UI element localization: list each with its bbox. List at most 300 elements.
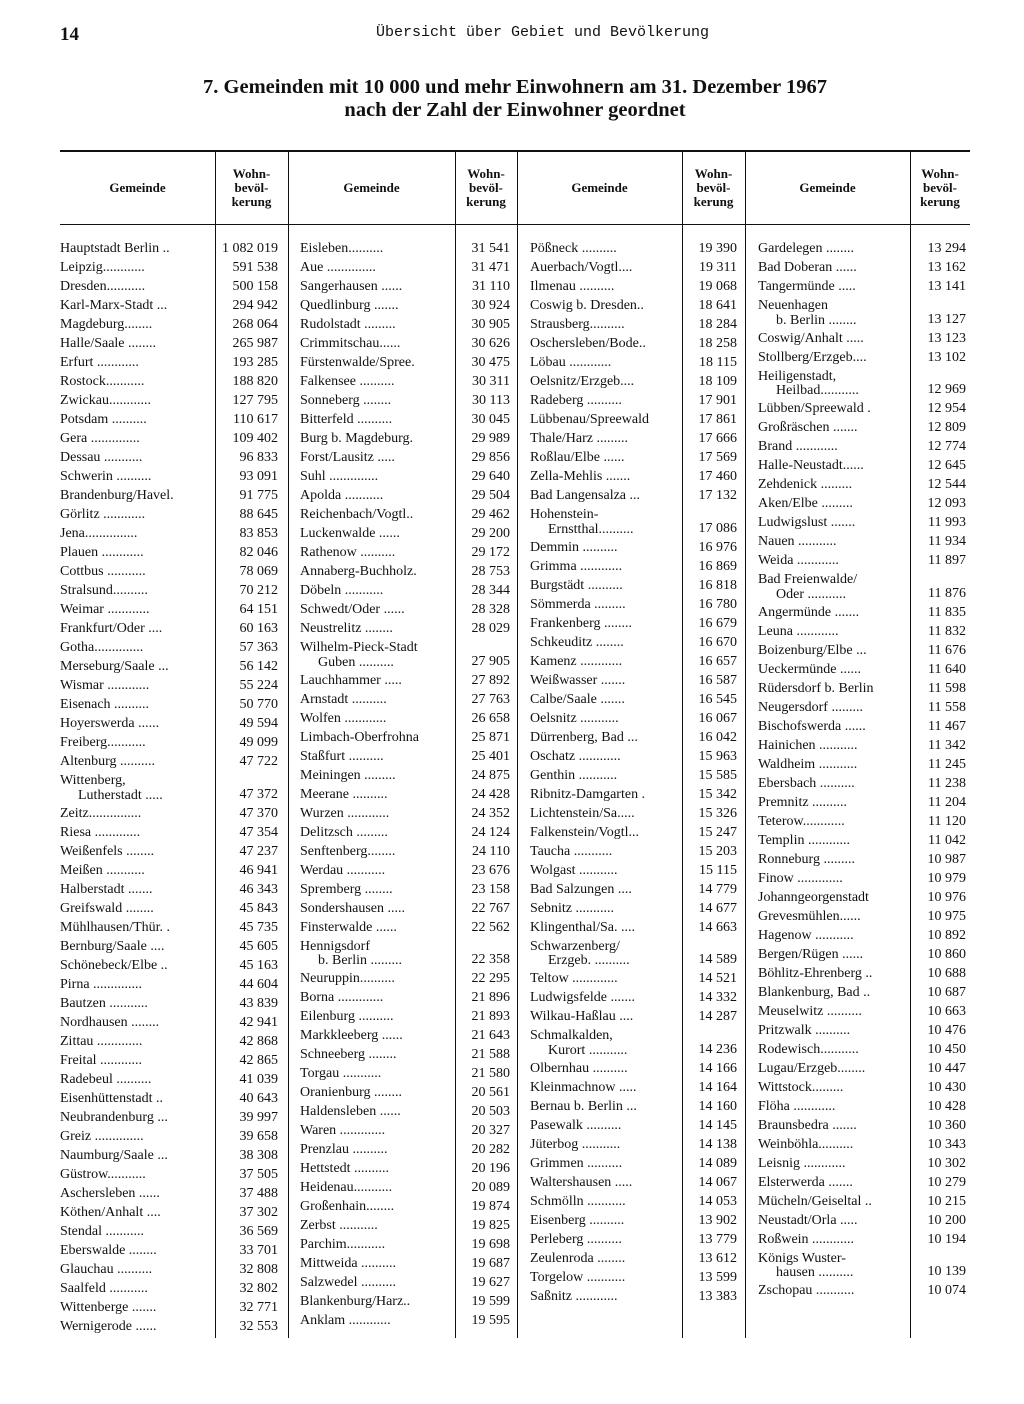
- municipality-name: Delitzsch .........: [300, 825, 388, 840]
- municipality-name: Aschersleben ......: [60, 1186, 160, 1201]
- municipality-name: Oschatz ............: [530, 749, 621, 764]
- table-row: [60, 965, 970, 984]
- municipality-name: Hoyerswerda ......: [60, 717, 160, 731]
- population-value: 11 042: [928, 832, 966, 848]
- municipality-name: Bitterfeld ..........: [300, 413, 393, 427]
- municipality-name: Finow .............: [758, 871, 843, 886]
- municipality-name: Ebersbach ..........: [758, 776, 855, 791]
- table-row: [60, 495, 970, 514]
- population-value: 29 504: [471, 488, 510, 503]
- population-value: 64 151: [239, 602, 278, 617]
- municipality-name: Boizenburg/Elbe ...: [758, 643, 867, 658]
- municipality-name: Ilmenau ..........: [530, 280, 615, 294]
- population-value: 16 657: [698, 653, 737, 669]
- municipality-name: Rathenow ..........: [300, 546, 396, 560]
- population-value: 22 767: [471, 900, 510, 916]
- municipality-name: Staßfurt ..........: [300, 749, 384, 764]
- municipality-name: Coswig b. Dresden..: [530, 299, 644, 313]
- header-gemeinde: Gemeinde: [571, 180, 628, 195]
- header-wohnbevoelkerung-part: bevöl-: [923, 180, 957, 195]
- population-value: 12 645: [927, 458, 966, 473]
- population-value: 20 089: [471, 1180, 510, 1195]
- table-row: [60, 1231, 970, 1250]
- table-row: [60, 984, 970, 1003]
- municipality-name: Schneeberg ........: [300, 1048, 397, 1062]
- population-value: 14 164: [698, 1079, 737, 1095]
- municipality-name: Weida ............: [758, 554, 839, 568]
- table-row: [60, 680, 970, 699]
- municipality-name: Braunsbedra .......: [758, 1118, 857, 1133]
- page-number: 14: [60, 24, 79, 45]
- municipality-name-line1: Schmalkalden,: [530, 1029, 613, 1043]
- municipality-name: Ronneburg .........: [758, 852, 855, 867]
- table-row: [60, 438, 970, 457]
- municipality-name: Ludwigsfelde .......: [530, 991, 635, 1005]
- municipality-name: Rodewisch...........: [758, 1042, 859, 1057]
- table-row: [60, 832, 970, 851]
- municipality-name: Brand ............: [758, 440, 838, 454]
- municipality-name: Coswig/Anhalt .....: [758, 331, 864, 346]
- population-value: 19 627: [471, 1275, 510, 1290]
- municipality-name: Sonneberg ........: [300, 394, 392, 408]
- municipality-name: Bischofswerda ......: [758, 719, 866, 734]
- population-value: 14 138: [698, 1136, 737, 1152]
- municipality-name: Wernigerode ......: [60, 1319, 157, 1334]
- table-row: [60, 889, 970, 908]
- population-value: 83 853: [239, 526, 278, 541]
- municipality-name: Bautzen ...........: [60, 996, 148, 1011]
- population-value: 21 643: [471, 1028, 510, 1043]
- population-value: 30 045: [471, 412, 510, 427]
- municipality-name: Finsterwalde ......: [300, 920, 397, 935]
- municipality-name: Salzwedel ..........: [300, 1276, 397, 1290]
- population-value: 21 893: [471, 1009, 510, 1024]
- table-row: [60, 457, 970, 476]
- population-value: 27 892: [471, 672, 510, 688]
- population-value: 27 763: [471, 691, 510, 707]
- population-value: 45 605: [239, 938, 278, 954]
- population-value: 17 086: [698, 520, 737, 536]
- population-value: 14 677: [698, 900, 737, 916]
- population-value: 10 194: [927, 1231, 966, 1247]
- population-value: 14 521: [698, 971, 737, 986]
- population-value: 30 626: [471, 336, 510, 351]
- header-wohnbevoelkerung: [682, 152, 745, 224]
- municipality-name: Großräschen .......: [758, 421, 858, 435]
- population-value: 17 460: [698, 469, 737, 484]
- population-value: 12 774: [927, 439, 966, 454]
- municipality-name: Stollberg/Erzgeb....: [758, 350, 867, 365]
- population-value: 37 488: [239, 1185, 278, 1201]
- table-row: [60, 870, 970, 889]
- municipality-name: Jena...............: [60, 527, 138, 541]
- header-wohnbevoelkerung: [910, 152, 970, 224]
- population-value: 19 825: [471, 1218, 510, 1233]
- population-value: 15 203: [698, 843, 737, 859]
- municipality-name: Halle-Neustadt......: [758, 459, 864, 473]
- table-row: [60, 642, 970, 661]
- municipality-name: Weißenfels ........: [60, 844, 155, 859]
- municipality-name: Neubrandenburg ...: [60, 1110, 168, 1125]
- population-value: 42 941: [239, 1014, 278, 1030]
- population-value: 37 302: [239, 1204, 278, 1220]
- population-value: 38 308: [239, 1147, 278, 1163]
- population-value: 10 450: [927, 1041, 966, 1057]
- population-value: 12 093: [927, 496, 966, 511]
- municipality-name: Haldensleben ......: [300, 1105, 401, 1119]
- municipality-name: Premnitz ..........: [758, 795, 848, 810]
- municipality-name: Teltow .............: [530, 972, 618, 986]
- municipality-name-line2: Kurort ...........: [548, 1042, 628, 1058]
- municipality-name: Hainichen ...........: [758, 738, 858, 753]
- population-value: 16 679: [698, 615, 737, 631]
- table-row: [60, 1155, 970, 1174]
- population-value: 28 753: [471, 564, 510, 579]
- municipality-name: Leipzig............: [60, 261, 145, 275]
- table-row: [60, 813, 970, 832]
- municipality-name: Mücheln/Geiseltal ..: [758, 1194, 872, 1209]
- municipality-name: Demmin ..........: [530, 540, 618, 555]
- municipality-name: Radeberg ..........: [530, 394, 622, 408]
- population-value: 21 580: [471, 1066, 510, 1081]
- municipality-name: Leuna ............: [758, 624, 839, 639]
- population-value: 10 430: [927, 1079, 966, 1095]
- municipality-name: Luckenwalde ......: [300, 527, 400, 541]
- population-value: 32 808: [239, 1261, 278, 1277]
- population-value: 15 115: [699, 862, 737, 878]
- population-value: 16 670: [698, 634, 737, 650]
- municipality-name-line1: Heiligenstadt,: [758, 369, 837, 384]
- table-row: [60, 1250, 970, 1282]
- population-value: 11 245: [928, 756, 966, 772]
- municipality-name: Blankenburg, Bad ..: [758, 985, 871, 1000]
- table-row: [60, 297, 970, 329]
- municipality-name: Bad Doberan ......: [758, 261, 857, 275]
- municipality-name: Crimmitschau......: [300, 337, 401, 351]
- population-value: 29 462: [471, 507, 510, 522]
- population-value: 29 640: [471, 469, 510, 484]
- table-row: [60, 552, 970, 571]
- population-value: 11 876: [928, 585, 966, 601]
- header-wohnbevoelkerung: [215, 152, 288, 224]
- population-value: 24 110: [472, 843, 510, 859]
- population-value: 19 698: [471, 1237, 510, 1252]
- municipality-name: Meißen ...........: [60, 863, 145, 878]
- municipality-name: Prenzlau ..........: [300, 1143, 388, 1157]
- table-row: [60, 1041, 970, 1060]
- municipality-name: Auerbach/Vogtl....: [530, 261, 633, 275]
- population-value: 47 722: [239, 754, 278, 769]
- municipality-name: Oranienburg ........: [300, 1086, 402, 1100]
- municipality-name: Köthen/Anhalt ....: [60, 1205, 161, 1220]
- municipality-name: Eilenburg ..........: [300, 1010, 394, 1024]
- municipality-name-line2: Heilbad...........: [776, 383, 859, 398]
- population-value: 12 969: [927, 382, 966, 397]
- municipality-name: Zittau .............: [60, 1034, 143, 1049]
- municipality-name: Wittstock.........: [758, 1080, 844, 1095]
- population-value: 591 538: [232, 260, 278, 275]
- municipality-name: Sondershausen .....: [300, 901, 405, 916]
- population-value: 16 780: [698, 596, 737, 612]
- population-value: 82 046: [239, 545, 278, 560]
- municipality-name-line1: Bad Freienwalde/: [758, 573, 858, 587]
- municipality-name: Spremberg ........: [300, 882, 393, 897]
- population-value: 50 770: [239, 697, 278, 712]
- municipality-name: Wurzen ............: [300, 806, 390, 821]
- population-value: 13 294: [927, 241, 966, 256]
- population-value: 17 132: [698, 488, 737, 503]
- population-value: 10 215: [927, 1193, 966, 1209]
- municipality-name: Greifswald ........: [60, 901, 154, 916]
- population-value: 93 091: [239, 469, 278, 484]
- population-value: 78 069: [239, 564, 278, 579]
- table-row: [60, 571, 970, 603]
- table-row: [60, 349, 970, 368]
- municipality-name-line1: Königs Wuster-: [758, 1251, 846, 1266]
- population-value: 110 617: [233, 412, 278, 427]
- population-value: 29 172: [471, 545, 510, 560]
- municipality-name: Ludwigslust .......: [758, 516, 856, 530]
- municipality-name: Bergen/Rügen ......: [758, 947, 864, 962]
- municipality-name-line2: hausen ..........: [776, 1265, 854, 1280]
- table-row: [60, 330, 970, 349]
- population-value: 10 975: [927, 908, 966, 924]
- population-value: 12 809: [927, 420, 966, 435]
- population-value: 10 343: [927, 1136, 966, 1152]
- population-value: 13 123: [927, 330, 966, 346]
- population-value: 11 467: [928, 718, 966, 734]
- municipality-name: Forst/Lausitz .....: [300, 451, 395, 465]
- population-value: 32 553: [239, 1318, 278, 1334]
- population-value: 22 358: [471, 952, 510, 967]
- municipality-name: Limbach-Oberfrohna: [300, 730, 419, 745]
- municipality-name: Halle/Saale ........: [60, 337, 157, 351]
- population-value: 10 688: [927, 965, 966, 981]
- table-row: [60, 514, 970, 533]
- municipality-name: Rudolstadt .........: [300, 318, 396, 332]
- municipality-name: Senftenberg........: [300, 844, 396, 859]
- municipality-name: Ribnitz-Damgarten .: [530, 787, 646, 802]
- population-value: 265 987: [232, 336, 278, 351]
- municipality-name: Apolda ...........: [300, 489, 384, 503]
- population-value: 45 163: [239, 957, 278, 973]
- municipality-name: Dresden...........: [60, 280, 146, 294]
- municipality-name: Wolfen ............: [300, 711, 387, 726]
- table-row: [60, 1193, 970, 1212]
- table-row: [60, 1312, 970, 1331]
- population-value: 26 658: [471, 710, 510, 726]
- population-value: 10 687: [927, 984, 966, 1000]
- population-value: 31 110: [472, 279, 510, 294]
- municipality-name: Gardelegen ........: [758, 242, 855, 256]
- population-value: 30 113: [472, 393, 510, 408]
- population-value: 11 120: [928, 813, 966, 829]
- header-wohnbevoelkerung-part: kerung: [231, 194, 272, 209]
- table-row: [60, 1022, 970, 1041]
- municipality-name: Merseburg/Saale ...: [60, 660, 169, 674]
- population-value: 18 115: [699, 355, 737, 370]
- municipality-name: Döbeln ...........: [300, 584, 384, 598]
- population-value: 16 042: [698, 729, 737, 745]
- population-value: 11 342: [928, 737, 966, 753]
- municipality-name: Oschersleben/Bode..: [530, 337, 646, 351]
- population-value: 10 976: [927, 889, 966, 905]
- population-value: 10 979: [927, 870, 966, 886]
- population-value: 24 428: [471, 786, 510, 802]
- table-row: [60, 946, 970, 965]
- municipality-name: Torgelow ...........: [530, 1270, 626, 1285]
- municipality-name: Schwerin ..........: [60, 470, 152, 484]
- population-value: 44 604: [239, 976, 278, 992]
- population-value: 10 200: [927, 1212, 966, 1228]
- population-value: 16 976: [698, 539, 737, 555]
- municipality-name: Quedlinburg .......: [300, 299, 399, 313]
- municipality-name: Lichtenstein/Sa.....: [530, 806, 635, 821]
- header-gemeinde: Gemeinde: [799, 180, 856, 195]
- municipality-name: Genthin ...........: [530, 768, 618, 783]
- population-value: 33 701: [239, 1242, 278, 1258]
- municipality-name: Grimmen ..........: [530, 1156, 623, 1171]
- population-value: 96 833: [239, 450, 278, 465]
- municipality-name: Markkleeberg ......: [300, 1029, 403, 1043]
- municipality-name: Meuselwitz ..........: [758, 1004, 862, 1019]
- municipality-name: Olbernhau ..........: [530, 1061, 628, 1076]
- population-value: 16 869: [698, 558, 737, 574]
- municipality-name: Flöha ............: [758, 1099, 836, 1114]
- header-wohnbevoelkerung-part: kerung: [466, 194, 506, 209]
- municipality-name: Kamenz ............: [530, 654, 623, 669]
- population-value: 22 562: [471, 919, 510, 935]
- population-value: 10 447: [927, 1060, 966, 1076]
- table-row: [60, 1003, 970, 1022]
- municipality-name: Roßlau/Elbe ......: [530, 451, 625, 465]
- population-value: 55 224: [239, 678, 278, 693]
- municipality-name: Stralsund..........: [60, 584, 148, 598]
- table-row: [60, 1117, 970, 1136]
- table-row: [60, 419, 970, 438]
- municipality-name-line2: b. Berlin .........: [318, 953, 402, 968]
- population-value: 13 599: [698, 1269, 737, 1285]
- header-gemeinde: Gemeinde: [343, 180, 400, 195]
- population-value: 31 471: [471, 260, 510, 275]
- population-value: 15 963: [698, 748, 737, 764]
- population-value: 17 666: [698, 431, 737, 446]
- municipality-name: Saßnitz ............: [530, 1289, 618, 1304]
- population-value: 37 505: [239, 1166, 278, 1182]
- municipality-name: Böhlitz-Ehrenberg ..: [758, 966, 873, 981]
- population-value: 10 139: [927, 1264, 966, 1279]
- municipality-name: Brandenburg/Havel.: [60, 489, 174, 503]
- population-value: 14 287: [698, 1009, 737, 1024]
- population-value: 91 775: [239, 488, 278, 503]
- population-value: 16 067: [698, 710, 737, 726]
- municipality-name: Neugersdorf .........: [758, 700, 863, 715]
- table-row: [60, 623, 970, 642]
- municipality-name: Anklam ............: [300, 1314, 391, 1328]
- municipality-name: Eisenach ..........: [60, 698, 150, 712]
- municipality-name: Güstrow...........: [60, 1167, 146, 1182]
- municipality-name: Neustadt/Orla .....: [758, 1213, 858, 1228]
- population-value: 17 569: [698, 450, 737, 465]
- municipality-name: Eberswalde ........: [60, 1243, 157, 1258]
- municipality-name-line1: Schwarzenberg/: [530, 939, 620, 954]
- table-row: [60, 604, 970, 623]
- population-value: 42 865: [239, 1052, 278, 1068]
- header-wohnbevoelkerung-part: Wohn-: [694, 166, 733, 181]
- municipality-name: Lübbenau/Spreewald: [530, 413, 649, 427]
- population-value: 15 326: [698, 805, 737, 821]
- population-value: 14 145: [698, 1117, 737, 1133]
- municipality-name-line2: Guben ..........: [318, 654, 394, 670]
- municipality-name: Reichenbach/Vogtl..: [300, 508, 414, 522]
- municipality-name: Oelsnitz ...........: [530, 711, 619, 726]
- municipality-name: Magdeburg........: [60, 318, 153, 332]
- population-value: 19 390: [698, 241, 737, 256]
- population-value: 47 372: [239, 786, 278, 802]
- population-value: 47 370: [239, 805, 278, 821]
- header-wohnbevoelkerung-part: Wohn-: [921, 166, 959, 181]
- population-value: 47 354: [239, 824, 278, 840]
- population-value: 13 779: [698, 1231, 737, 1247]
- municipality-name: Schkeuditz ........: [530, 635, 624, 650]
- municipality-name: Grimma ............: [530, 559, 623, 574]
- population-value: 20 503: [471, 1104, 510, 1119]
- population-value: 14 067: [698, 1174, 737, 1190]
- population-value: 127 795: [232, 393, 278, 408]
- municipality-name: Bernau b. Berlin ...: [530, 1099, 637, 1114]
- municipality-name: Fürstenwalde/Spree.: [300, 356, 415, 370]
- municipality-name: Mittweida ..........: [300, 1257, 397, 1271]
- municipality-name: Bad Salzungen ....: [530, 882, 632, 897]
- population-value: 32 802: [239, 1280, 278, 1296]
- header-wohnbevoelkerung-part: kerung: [693, 194, 734, 209]
- population-value: 294 942: [232, 298, 278, 313]
- population-value: 1 082 019: [222, 241, 278, 256]
- municipality-name: Mühlhausen/Thür. .: [60, 920, 171, 935]
- municipality-name-line2: Lutherstadt .....: [78, 787, 163, 803]
- municipality-name: Meiningen .........: [300, 768, 396, 783]
- population-value: 15 342: [698, 786, 737, 802]
- population-value: 11 238: [928, 775, 966, 791]
- population-value: 39 658: [239, 1128, 278, 1144]
- population-value: 13 902: [698, 1212, 737, 1228]
- population-value: 13 383: [698, 1288, 737, 1304]
- municipality-name: Sömmerda .........: [530, 597, 626, 612]
- population-value: 14 053: [698, 1193, 737, 1209]
- population-value: 17 901: [698, 393, 737, 408]
- table-title-line2: nach der Zahl der Einwohner geordnet: [344, 99, 686, 121]
- municipality-name-line1: Neuenhagen: [758, 299, 828, 313]
- population-value: 31 541: [471, 241, 510, 256]
- population-value: 11 835: [928, 604, 966, 620]
- population-value: 16 587: [698, 672, 737, 688]
- municipality-name: Oelsnitz/Erzgeb....: [530, 375, 635, 389]
- municipality-name: Strausberg..........: [530, 318, 625, 332]
- municipality-name: Tangermünde .....: [758, 280, 856, 294]
- population-value: 14 589: [698, 952, 737, 967]
- population-value: 12 954: [927, 401, 966, 416]
- population-value: 14 160: [698, 1098, 737, 1114]
- municipality-name: Parchim...........: [300, 1238, 386, 1252]
- municipality-name: Eisleben..........: [300, 242, 384, 256]
- population-value: 49 594: [239, 716, 278, 731]
- population-value: 18 258: [698, 336, 737, 351]
- municipality-name: Nauen ...........: [758, 535, 837, 549]
- municipality-name: Halberstadt .......: [60, 882, 153, 897]
- population-value: 25 871: [471, 729, 510, 745]
- population-value: 268 064: [232, 317, 278, 332]
- population-value: 49 099: [239, 735, 278, 750]
